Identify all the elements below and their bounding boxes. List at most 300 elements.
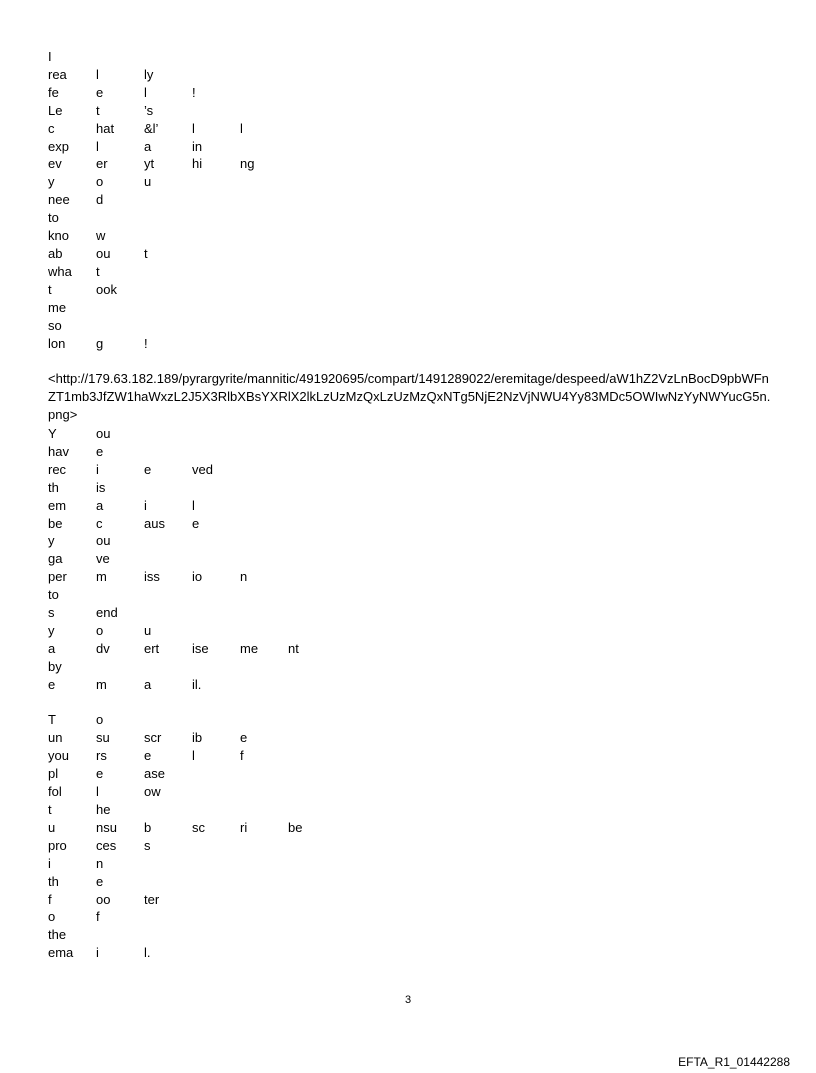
fragment-cell: io	[192, 569, 203, 585]
fragment-cell: Y	[48, 426, 57, 441]
fragment-cell: l	[192, 748, 195, 764]
fragment-cell: ga	[48, 551, 63, 567]
fragment-cell	[240, 908, 288, 926]
fragment-cell: Le	[48, 102, 63, 118]
table-row	[48, 281, 288, 299]
fragment-cell	[192, 586, 240, 604]
fragment-cell: t	[96, 102, 100, 118]
table-row	[48, 515, 336, 533]
table-row	[48, 48, 288, 66]
fragment-cell: scr	[144, 730, 162, 746]
fragment-cell	[240, 532, 288, 550]
fragment-cell	[240, 497, 288, 515]
fragment-cell	[288, 622, 336, 640]
fragment-cell	[96, 48, 144, 66]
fragment-cell	[240, 102, 288, 120]
table-row	[48, 783, 336, 801]
fragment-cell: so	[48, 317, 62, 333]
fragment-cell	[288, 604, 336, 622]
fragment-cell: d	[96, 192, 104, 208]
fragment-cell	[240, 926, 288, 944]
fragment-cell	[144, 532, 192, 550]
fragment-cell	[192, 873, 240, 891]
fragment-cell: a	[96, 497, 104, 513]
fragment-cell	[288, 765, 336, 783]
fragment-cell	[144, 694, 192, 712]
fragment-cell: ise	[192, 640, 209, 656]
table-row	[48, 479, 336, 497]
fragment-cell	[192, 837, 240, 855]
fragment-cell: l.	[144, 945, 151, 961]
fragment-cell: to	[48, 587, 59, 603]
fragment-cell: pro	[48, 837, 67, 853]
fragment-cell	[240, 873, 288, 891]
fragment-cell: l	[96, 138, 99, 154]
table-row	[48, 622, 336, 640]
fragment-cell	[192, 550, 240, 568]
fragment-cell: ou	[96, 245, 111, 261]
fragment-cell	[240, 694, 288, 712]
fragment-cell: o	[48, 909, 56, 925]
table-row	[48, 443, 336, 461]
fragment-cell	[192, 891, 240, 909]
fragment-cell: y	[48, 622, 55, 638]
fragment-cell: f	[48, 891, 52, 907]
table-row	[48, 191, 288, 209]
table-row	[48, 299, 288, 317]
table-row	[48, 676, 336, 694]
fragment-cell	[288, 479, 336, 497]
fragment-cell	[288, 568, 336, 586]
fragment-cell: n	[240, 569, 248, 585]
fragment-cell: in	[192, 138, 203, 154]
table-row	[48, 944, 336, 962]
fragment-cell: a	[144, 138, 152, 154]
fragment-cell	[288, 443, 336, 461]
fragment-cell: t	[96, 263, 100, 279]
fragment-cell: me	[240, 640, 259, 656]
fragment-cell: c	[96, 515, 103, 531]
fragment-cell	[96, 209, 144, 227]
table-row	[48, 425, 336, 443]
fragment-cell	[240, 227, 288, 245]
fragment-cell: ert	[144, 640, 160, 656]
fragment-cell	[240, 801, 288, 819]
fragment-cell: ng	[240, 156, 255, 172]
fragment-cell: ase	[144, 766, 165, 782]
fragment-cell	[96, 317, 144, 335]
table-row	[48, 819, 336, 837]
fragment-cell: ved	[192, 461, 213, 477]
fragment-cell	[240, 765, 288, 783]
fragment-cell	[288, 873, 336, 891]
table-row	[48, 837, 336, 855]
fragment-cell: m	[96, 676, 107, 692]
fragment-cell	[96, 586, 144, 604]
fragment-cell	[144, 263, 192, 281]
fragment-cell	[192, 66, 240, 84]
fragment-cell: ev	[48, 156, 62, 172]
fragment-cell	[192, 245, 240, 263]
fragment-cell	[240, 837, 288, 855]
fragment-cell	[144, 209, 192, 227]
fragment-cell: l	[96, 784, 99, 800]
fragment-cell	[240, 66, 288, 84]
fragment-cell	[144, 873, 192, 891]
table-row	[48, 102, 288, 120]
fragment-cell: ib	[192, 730, 203, 746]
fragment-cell	[240, 263, 288, 281]
fragment-cell	[288, 711, 336, 729]
fragment-cell: per	[48, 569, 67, 585]
table-row	[48, 747, 336, 765]
fragment-cell	[192, 711, 240, 729]
fragment-cell	[144, 281, 192, 299]
fragment-cell: l	[192, 120, 195, 136]
table-row	[48, 711, 336, 729]
table-row	[48, 138, 288, 156]
fragment-cell	[288, 586, 336, 604]
fragment-cell	[288, 676, 336, 694]
fragment-cell	[144, 479, 192, 497]
fragment-cell: ou	[96, 426, 111, 441]
table-row	[48, 604, 336, 622]
fragment-cell: i	[96, 945, 99, 961]
fragment-cell	[240, 84, 288, 102]
fragment-cell: by	[48, 658, 62, 674]
fragment-cell	[144, 299, 192, 317]
fragment-cell	[288, 694, 336, 712]
fragment-cell: l	[192, 497, 195, 513]
fragment-cell	[288, 532, 336, 550]
fragment-cell	[192, 191, 240, 209]
fragment-cell	[96, 694, 144, 712]
fragment-cell	[240, 173, 288, 191]
fragment-cell: ter	[144, 891, 160, 907]
fragment-cell	[192, 908, 240, 926]
table-row	[48, 84, 288, 102]
fragment-cell: l	[240, 120, 243, 136]
fragment-cell: u	[144, 174, 152, 190]
fragment-cell: oo	[96, 891, 111, 907]
fragment-cell: su	[96, 730, 110, 746]
fragment-cell: the	[48, 927, 67, 943]
fragment-cell: b	[144, 819, 152, 835]
fragment-cell: n	[96, 855, 104, 871]
table-row	[48, 120, 288, 138]
fragment-cell	[144, 855, 192, 873]
fragment-cell: ou	[96, 533, 111, 549]
fragment-cell	[192, 604, 240, 622]
fragment-cell: &l’	[144, 120, 159, 136]
fragment-cell: fol	[48, 784, 62, 800]
fragment-cell: o	[96, 712, 104, 728]
table-row	[48, 873, 336, 891]
fragment-cell	[240, 281, 288, 299]
fragment-cell	[240, 479, 288, 497]
fragment-cell	[192, 783, 240, 801]
fragment-cell	[240, 783, 288, 801]
fragment-cell	[96, 299, 144, 317]
fragment-cell	[144, 550, 192, 568]
fragment-cell: ces	[96, 837, 117, 853]
fragment-cell	[240, 138, 288, 156]
fragment-cell	[192, 102, 240, 120]
fragment-cell	[144, 425, 192, 443]
fragment-cell	[240, 245, 288, 263]
fragment-cell: dv	[96, 640, 110, 656]
intro-fragment-body	[48, 48, 288, 352]
fragment-cell: yt	[144, 156, 155, 172]
fragment-cell	[240, 443, 288, 461]
fragment-cell: nsu	[96, 819, 117, 835]
fragment-cell	[240, 586, 288, 604]
fragment-cell	[240, 48, 288, 66]
fragment-cell	[192, 227, 240, 245]
fragment-cell: ’s	[144, 102, 154, 118]
fragment-cell	[192, 263, 240, 281]
fragment-cell	[144, 48, 192, 66]
fragment-cell: kno	[48, 228, 69, 244]
fragment-cell	[144, 908, 192, 926]
fragment-cell	[240, 891, 288, 909]
fragment-cell	[192, 317, 240, 335]
fragment-cell: fe	[48, 84, 59, 100]
fragment-cell: ook	[96, 281, 117, 297]
fragment-cell	[240, 711, 288, 729]
fragment-cell: u	[144, 622, 152, 638]
fragment-cell: o	[96, 174, 104, 190]
page-number: 3	[404, 994, 412, 1006]
fragment-cell: sc	[192, 819, 205, 835]
notice-fragment-table	[48, 425, 336, 962]
fragment-cell: e	[48, 676, 56, 692]
fragment-cell	[240, 658, 288, 676]
fragment-cell: m	[96, 569, 107, 585]
table-row	[48, 227, 288, 245]
fragment-cell	[240, 425, 288, 443]
table-row	[48, 801, 336, 819]
fragment-cell: i	[48, 855, 51, 871]
fragment-cell	[240, 335, 288, 353]
fragment-cell: me	[48, 299, 67, 315]
fragment-cell: a	[48, 640, 56, 656]
fragment-cell	[288, 658, 336, 676]
fragment-cell: e	[96, 443, 104, 459]
fragment-cell: u	[48, 819, 56, 835]
fragment-cell: !	[144, 335, 148, 351]
fragment-cell: is	[96, 479, 106, 495]
fragment-cell	[240, 550, 288, 568]
fragment-cell: !	[192, 84, 196, 100]
fragment-cell	[192, 425, 240, 443]
fragment-cell: th	[48, 479, 59, 495]
fragment-cell	[288, 801, 336, 819]
fragment-cell: th	[48, 873, 59, 889]
fragment-cell	[288, 729, 336, 747]
fragment-cell: exp	[48, 138, 69, 154]
fragment-cell: nee	[48, 192, 70, 208]
fragment-cell: o	[96, 622, 104, 638]
fragment-cell	[288, 783, 336, 801]
fragment-cell: T	[48, 712, 56, 728]
fragment-cell	[240, 317, 288, 335]
fragment-cell	[192, 299, 240, 317]
table-row	[48, 66, 288, 84]
fragment-cell: s	[48, 605, 55, 621]
fragment-cell: i	[96, 461, 99, 477]
fragment-cell: hat	[96, 120, 115, 136]
fragment-cell: hav	[48, 443, 69, 459]
fragment-cell	[192, 944, 240, 962]
fragment-cell: c	[48, 120, 55, 136]
fragment-cell	[192, 532, 240, 550]
table-row	[48, 532, 336, 550]
fragment-cell	[192, 479, 240, 497]
fragment-cell: e	[192, 515, 200, 531]
fragment-cell	[288, 515, 336, 533]
fragment-cell: er	[96, 156, 108, 172]
fragment-cell	[240, 191, 288, 209]
fragment-cell: t	[144, 245, 148, 261]
fragment-cell	[192, 622, 240, 640]
fragment-cell: y	[48, 174, 55, 190]
fragment-cell	[192, 209, 240, 227]
fragment-cell	[192, 335, 240, 353]
fragment-cell: t	[48, 802, 52, 818]
fragment-cell: a	[144, 676, 152, 692]
table-row	[48, 765, 336, 783]
fragment-cell	[288, 891, 336, 909]
fragment-cell	[144, 191, 192, 209]
fragment-cell	[192, 694, 240, 712]
table-row	[48, 855, 336, 873]
fragment-cell	[192, 281, 240, 299]
fragment-cell: l	[144, 84, 147, 100]
fragment-cell: e	[96, 873, 104, 889]
fragment-cell: rs	[96, 748, 107, 764]
fragment-cell: y	[48, 533, 55, 549]
fragment-cell	[192, 926, 240, 944]
fragment-cell: nt	[288, 640, 299, 656]
table-row	[48, 926, 336, 944]
fragment-cell: rea	[48, 66, 67, 82]
fragment-cell	[240, 676, 288, 694]
fragment-cell	[144, 604, 192, 622]
fragment-cell: l	[96, 66, 99, 82]
fragment-cell: w	[96, 228, 106, 244]
fragment-cell: end	[96, 605, 118, 621]
fragment-cell: em	[48, 497, 67, 513]
table-row	[48, 209, 288, 227]
fragment-cell	[144, 317, 192, 335]
fragment-cell	[288, 908, 336, 926]
fragment-cell: I	[48, 49, 52, 64]
fragment-cell	[240, 855, 288, 873]
fragment-cell: hi	[192, 156, 203, 172]
fragment-cell: ow	[144, 784, 161, 800]
table-row	[48, 586, 336, 604]
fragment-cell	[144, 926, 192, 944]
table-row	[48, 658, 336, 676]
fragment-cell: wha	[48, 263, 72, 279]
table-row	[48, 461, 336, 479]
fragment-cell: ema	[48, 945, 74, 961]
table-row	[48, 550, 336, 568]
fragment-cell	[288, 425, 336, 443]
fragment-cell: be	[48, 515, 63, 531]
fragment-cell: lon	[48, 335, 66, 351]
table-row	[48, 891, 336, 909]
image-link-text: <http://179.63.182.189/pyrargyrite/mannitic/491920695/compart/1491289022/eremitage/despeed/aW1hZ2VzLnBocD9pbWFnZT1mb3JfZW1haWxzL2J5X3RlbXBsYXRlX2lkLzUzMzQxLzUzMzQxNTg5NjE2NzVjNWU4Yy83MDc5OWIwNzYyNWYucG5n.png>	[48, 371, 771, 422]
fragment-cell	[288, 926, 336, 944]
fragment-cell: un	[48, 730, 63, 746]
fragment-cell	[144, 658, 192, 676]
fragment-cell: i	[144, 497, 147, 513]
fragment-cell: e	[240, 730, 248, 746]
table-row	[48, 568, 336, 586]
fragment-cell: f	[96, 909, 100, 925]
fragment-cell	[144, 227, 192, 245]
fragment-cell: e	[144, 748, 152, 764]
fragment-cell: ly	[144, 66, 154, 82]
table-row	[48, 335, 288, 353]
fragment-cell	[240, 299, 288, 317]
fragment-cell	[192, 48, 240, 66]
table-row	[48, 497, 336, 515]
fragment-cell	[192, 443, 240, 461]
fragment-cell	[192, 801, 240, 819]
table-row	[48, 694, 336, 712]
fragment-cell	[240, 944, 288, 962]
fragment-cell	[240, 622, 288, 640]
fragment-cell	[240, 515, 288, 533]
fragment-cell	[144, 586, 192, 604]
fragment-cell	[288, 837, 336, 855]
fragment-cell: iss	[144, 569, 160, 585]
fragment-cell	[288, 747, 336, 765]
fragment-cell	[192, 658, 240, 676]
fragment-cell	[144, 801, 192, 819]
fragment-cell: e	[96, 84, 104, 100]
fragment-cell	[288, 944, 336, 962]
fragment-cell	[192, 173, 240, 191]
fragment-cell	[288, 550, 336, 568]
fragment-cell: rec	[48, 461, 67, 477]
fragment-cell: you	[48, 748, 69, 764]
fragment-cell	[96, 926, 144, 944]
table-row	[48, 317, 288, 335]
fragment-cell: ri	[240, 819, 248, 835]
table-row	[48, 245, 288, 263]
fragment-cell: il.	[192, 676, 202, 692]
fragment-cell: s	[144, 837, 151, 853]
fragment-cell	[48, 694, 96, 712]
fragment-cell	[192, 765, 240, 783]
fragment-cell: to	[48, 210, 59, 226]
fragment-cell: aus	[144, 515, 165, 531]
table-row	[48, 640, 336, 658]
table-row	[48, 908, 336, 926]
fragment-cell	[288, 497, 336, 515]
table-row	[48, 155, 288, 173]
fragment-cell	[288, 461, 336, 479]
fragment-cell	[96, 658, 144, 676]
fragment-cell: ve	[96, 551, 110, 567]
fragment-cell: be	[288, 819, 303, 835]
fragment-cell: e	[144, 461, 152, 477]
fragment-cell	[240, 209, 288, 227]
